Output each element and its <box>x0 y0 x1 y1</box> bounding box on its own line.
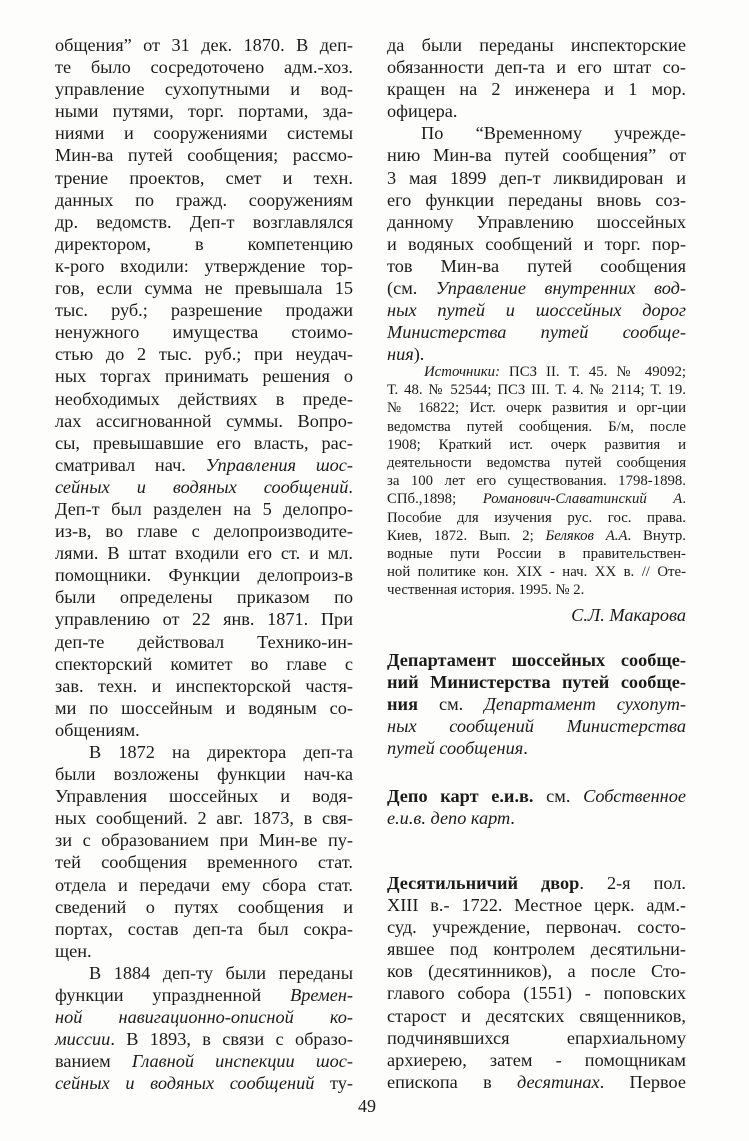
text-segment: к-рого входили: утверждение тор- <box>55 255 353 276</box>
italic-text: ных путей и шоссейных дорог <box>387 300 686 321</box>
text-line <box>55 365 353 387</box>
text-line <box>55 211 353 233</box>
text-segment: По “Временному учрежде- <box>421 123 686 144</box>
italic-text: ния <box>387 344 414 365</box>
text-line <box>55 144 353 166</box>
bold-term: ний Министерства путей сообще- <box>387 672 686 693</box>
text-line <box>387 490 686 508</box>
text-line <box>387 649 686 671</box>
text-line <box>387 1027 686 1049</box>
text-segment: лями. В штат входили его ст. и мл. <box>55 543 353 564</box>
text-segment: лах ассигнованной суммы. Вопро- <box>55 410 353 431</box>
text-segment: кращен на 2 инженера и 1 мор. <box>387 79 686 100</box>
text-line <box>387 167 686 189</box>
text-line <box>387 144 686 166</box>
text-line <box>55 520 353 542</box>
text-line <box>387 671 686 693</box>
text-segment: Управления шоссейных и водя- <box>55 786 353 807</box>
italic-text: Главной инспекции шос- <box>131 1051 353 1072</box>
text-segment: ков (десятинников), а после Сто- <box>387 961 686 982</box>
text-segment: . <box>682 491 687 508</box>
text-line <box>387 1071 686 1093</box>
text-segment: ными путями, торг. портами, зда- <box>55 101 353 122</box>
text-segment: данному Управлению шоссейных <box>387 211 686 232</box>
text-line <box>55 321 353 343</box>
text-segment: офицера. <box>387 101 458 122</box>
text-segment: тей сообщения временного стат. <box>55 852 353 873</box>
text-line <box>55 697 353 719</box>
text-line <box>55 1050 353 1072</box>
text-segment: архиерею, затем - помощникам <box>387 1049 686 1070</box>
text-segment: из-в, во главе с делопроизводите- <box>55 521 353 542</box>
text-segment: ванием <box>55 1051 132 1072</box>
text-segment: Мин-ва путей сообщения; рассмо- <box>55 145 353 166</box>
text-segment: тыс. руб.; разрешение продажи <box>55 300 353 321</box>
text-segment: подчинявшихся епархиальному <box>387 1027 686 1048</box>
text-segment: В 1872 на директора деп-та <box>89 742 353 762</box>
text-segment: управление сухопутными и вод- <box>55 79 353 100</box>
text-line <box>387 509 686 527</box>
text-segment: были определены приказом по <box>55 587 353 608</box>
text-line <box>55 388 353 410</box>
text-segment: необходимых действиях в преде- <box>55 388 353 409</box>
text-line <box>55 807 353 829</box>
text-segment: . 2-я пол. <box>579 873 686 893</box>
text-segment: зи с образованием при Мин-ве пу- <box>55 830 353 851</box>
text-segment: . В 1893, в связи с образо- <box>110 1029 353 1050</box>
text-segment: В 1884 деп-ту были переданы <box>89 962 353 983</box>
text-line <box>55 167 353 189</box>
text-line <box>55 454 353 476</box>
text-line <box>55 940 353 962</box>
text-segment: помощники. Функции делопроиз-в <box>55 565 353 586</box>
text-segment: . Внутр. <box>627 527 686 544</box>
text-line <box>55 631 353 653</box>
text-line <box>55 984 353 1006</box>
text-segment: директором, в компетенцию <box>55 233 353 254</box>
text-segment: отдела и передачи ему сбора стат. <box>55 874 353 895</box>
text-segment: гов, если сумма не превышала 15 <box>55 278 353 299</box>
text-segment: ных торгах принимать решения о <box>55 366 353 387</box>
text-segment: . <box>510 808 515 829</box>
text-line <box>55 255 353 277</box>
italic-text: Времен- <box>290 985 353 1006</box>
text-line <box>55 874 353 896</box>
text-segment: ми по шоссейным и водяным со- <box>55 697 353 718</box>
text-segment: спекторский комитет во главе с <box>55 653 353 674</box>
italic-text: миссии <box>55 1029 111 1050</box>
text-segment: ной политике кон. XIX - нач. XX в. // Оте- <box>387 564 686 581</box>
text-line <box>387 100 686 122</box>
text-segment: были возложены функции нач-ка <box>55 764 353 785</box>
text-line <box>387 938 686 960</box>
text-segment: епископа в <box>387 1071 518 1092</box>
italic-text: Управления шос- <box>205 454 353 475</box>
text-line <box>387 399 686 417</box>
text-line <box>55 56 353 78</box>
text-segment: деп-те действовал Технико-ин- <box>55 631 353 652</box>
text-line <box>55 34 353 56</box>
text-segment: те было сосредоточено адм.-хоз. <box>55 57 353 78</box>
text-segment: ведомства путей сообщения. Б/м, после <box>387 418 686 435</box>
text-segment: Т. 48. № 52544; ПСЗ III. Т. 4. № 2114; Т. 19. <box>387 382 686 399</box>
text-segment: и водяных сообщений и торг. пор- <box>387 233 686 254</box>
text-segment: Пособие для изучения рус. гос. права. <box>387 509 686 526</box>
text-segment: водные пути России в правительствен- <box>387 545 686 562</box>
text-segment: Деп-т был разделен на 5 делопро- <box>55 498 353 519</box>
text-line <box>387 581 686 599</box>
text-line <box>55 785 353 807</box>
right-column-continuation <box>387 34 686 365</box>
text-line <box>55 1072 353 1094</box>
text-line <box>55 962 353 984</box>
text-segment: данных по гражд. сооружениям <box>55 189 353 210</box>
text-line <box>387 960 686 982</box>
text-segment: см. <box>533 786 584 806</box>
italic-text: Романович-Славатинский А <box>482 491 683 508</box>
text-segment: ниями и сооружениями системы <box>55 123 353 144</box>
text-segment: суд. учреждение, первонач. состо- <box>387 917 686 938</box>
text-segment: см. <box>417 694 485 715</box>
italic-text: сейных и водяных сообщений <box>55 476 349 497</box>
text-line <box>387 1049 686 1071</box>
text-segment: . <box>348 476 353 497</box>
text-segment: ). <box>413 344 425 365</box>
italic-text: Департамент сухопут- <box>484 694 686 715</box>
text-line <box>55 277 353 299</box>
bold-term: Департамент шоссейных сообще- <box>387 650 686 670</box>
text-line <box>387 436 686 454</box>
text-segment: его функции переданы вновь соз- <box>387 189 686 210</box>
entry-desyatilnichiy-dvor <box>387 872 686 1093</box>
text-line <box>55 586 353 608</box>
text-line <box>387 737 686 759</box>
text-line <box>387 872 686 894</box>
text-segment: чественная история. 1995. № 2. <box>387 582 585 599</box>
text-line <box>387 56 686 78</box>
text-line <box>55 608 353 630</box>
page-number: 49 <box>358 1096 376 1116</box>
text-line <box>55 476 353 498</box>
text-line <box>387 299 686 321</box>
text-line <box>55 851 353 873</box>
left-column-text <box>55 34 353 1095</box>
text-line <box>55 299 353 321</box>
text-segment: ных сообщений. 2 авг. 1873, в свя- <box>55 808 353 829</box>
text-line <box>387 894 686 916</box>
text-line <box>55 896 353 918</box>
text-line <box>387 34 686 56</box>
text-segment: щен. <box>55 940 92 961</box>
text-line <box>55 78 353 100</box>
author-signature: С.Л. Макарова <box>571 605 686 625</box>
text-line <box>55 122 353 144</box>
text-segment: XIII в.- 1722. Местное церк. адм.- <box>387 895 686 916</box>
italic-text: сейных и водяных сообщений <box>55 1073 315 1094</box>
text-line <box>387 454 686 472</box>
text-line <box>387 277 686 299</box>
text-segment: 3 мая 1899 деп-т ликвидирован и <box>387 167 686 188</box>
italic-text: Собственное <box>583 786 686 806</box>
text-line <box>55 343 353 365</box>
text-segment: № 16822; Ист. очерк развития и орг-ции <box>387 400 686 417</box>
text-segment: ту- <box>314 1073 354 1094</box>
text-line <box>55 763 353 785</box>
text-line <box>387 363 686 381</box>
text-line <box>387 715 686 737</box>
text-line <box>387 233 686 255</box>
text-line <box>55 233 353 255</box>
text-line <box>387 321 686 343</box>
text-line <box>387 418 686 436</box>
text-line <box>387 693 686 715</box>
text-line <box>55 498 353 520</box>
text-line <box>387 916 686 938</box>
text-line <box>387 563 686 581</box>
text-line <box>55 432 353 454</box>
text-segment: тов Мин-ва путей сообщения <box>387 255 686 276</box>
text-line <box>387 982 686 1004</box>
bold-term: Депо карт е.и.в. <box>387 786 534 806</box>
text-line <box>387 255 686 277</box>
text-line <box>55 1006 353 1028</box>
text-segment: сы, превышавшие его власть, рас- <box>55 432 353 453</box>
italic-text: е.и.в. депо карт <box>387 808 511 829</box>
text-line <box>387 545 686 563</box>
sources-list <box>387 363 686 599</box>
text-segment: СПб.,1898; <box>387 491 483 508</box>
italic-text: десятинах <box>517 1071 600 1092</box>
text-segment: деятельности ведомства путей сообщения <box>387 454 686 471</box>
text-segment: за 100 лет его существования. 1798-1898. <box>387 473 686 490</box>
italic-text: Управление внутренних вод- <box>435 278 686 299</box>
text-segment: главого собора (1551) - поповских <box>387 983 686 1004</box>
text-line <box>387 381 686 399</box>
text-line <box>387 527 686 545</box>
text-line <box>55 829 353 851</box>
text-line <box>387 785 686 807</box>
text-line <box>387 1005 686 1027</box>
text-line <box>55 410 353 432</box>
text-segment: управлению от 22 янв. 1871. При <box>55 609 353 630</box>
text-segment: портах, состав деп-та был сокра- <box>55 918 353 939</box>
text-segment: старост и десятских священников, <box>387 1005 686 1026</box>
text-segment: сведений о путях сообщения и <box>55 896 353 917</box>
text-segment: ПСЗ II. Т. 45. № 49092; <box>500 364 686 380</box>
text-segment: нию Мин-ва путей сообщения” от <box>387 145 686 166</box>
text-segment: общениям. <box>55 719 140 740</box>
text-segment: общения” от 31 дек. 1870. В деп- <box>55 35 353 55</box>
text-segment: явшее под контролем десятильни- <box>387 939 686 960</box>
italic-text: Беляков А.А <box>545 527 628 544</box>
text-line <box>55 1028 353 1050</box>
text-line <box>387 211 686 233</box>
text-segment: (см. <box>387 278 436 299</box>
bold-term: ния <box>387 694 418 715</box>
entry-departament-shosseinykh <box>387 649 686 759</box>
bold-term: Десятильничий двор <box>387 873 580 893</box>
entry-depo-kart <box>387 785 686 829</box>
text-segment: 1908; Краткий ист. очерк развития и <box>387 436 686 453</box>
italic-text: ных сообщений Министерства <box>387 716 686 737</box>
text-line <box>55 918 353 940</box>
italic-text: Источники: <box>424 364 501 380</box>
text-segment: Киев, 1872. Вып. 2; <box>387 527 546 544</box>
text-line <box>55 564 353 586</box>
text-line <box>55 719 353 741</box>
text-segment: обязанности деп-та и его штат со- <box>387 57 686 78</box>
text-line <box>55 189 353 211</box>
text-segment: трение проектов, смет и техн. <box>55 167 353 188</box>
text-segment: стью до 2 тыс. руб.; при неудач- <box>55 344 353 365</box>
text-segment: . Первое <box>599 1071 686 1092</box>
text-segment: . <box>523 738 528 759</box>
text-segment: функции упраздненной <box>55 985 291 1006</box>
text-segment: сматривал нач. <box>55 454 206 475</box>
text-line <box>55 653 353 675</box>
text-line <box>387 122 686 144</box>
text-line <box>55 542 353 564</box>
text-segment: ненужного имущества стоимо- <box>55 322 353 343</box>
text-line <box>55 100 353 122</box>
text-line <box>55 675 353 697</box>
text-line <box>387 78 686 100</box>
italic-text: Министерства путей сообще- <box>387 322 686 343</box>
italic-text: путей сообщения <box>387 738 524 759</box>
text-line <box>387 189 686 211</box>
text-line <box>55 741 353 763</box>
text-segment: др. ведомств. Деп-т возглавлялся <box>55 211 353 232</box>
text-line <box>387 807 686 829</box>
text-segment: зав. техн. и инспекторской частя- <box>55 675 353 696</box>
text-line <box>387 472 686 490</box>
text-segment: да были переданы инспекторские <box>387 35 686 55</box>
italic-text: ной навигационно-описной ко- <box>55 1007 353 1028</box>
